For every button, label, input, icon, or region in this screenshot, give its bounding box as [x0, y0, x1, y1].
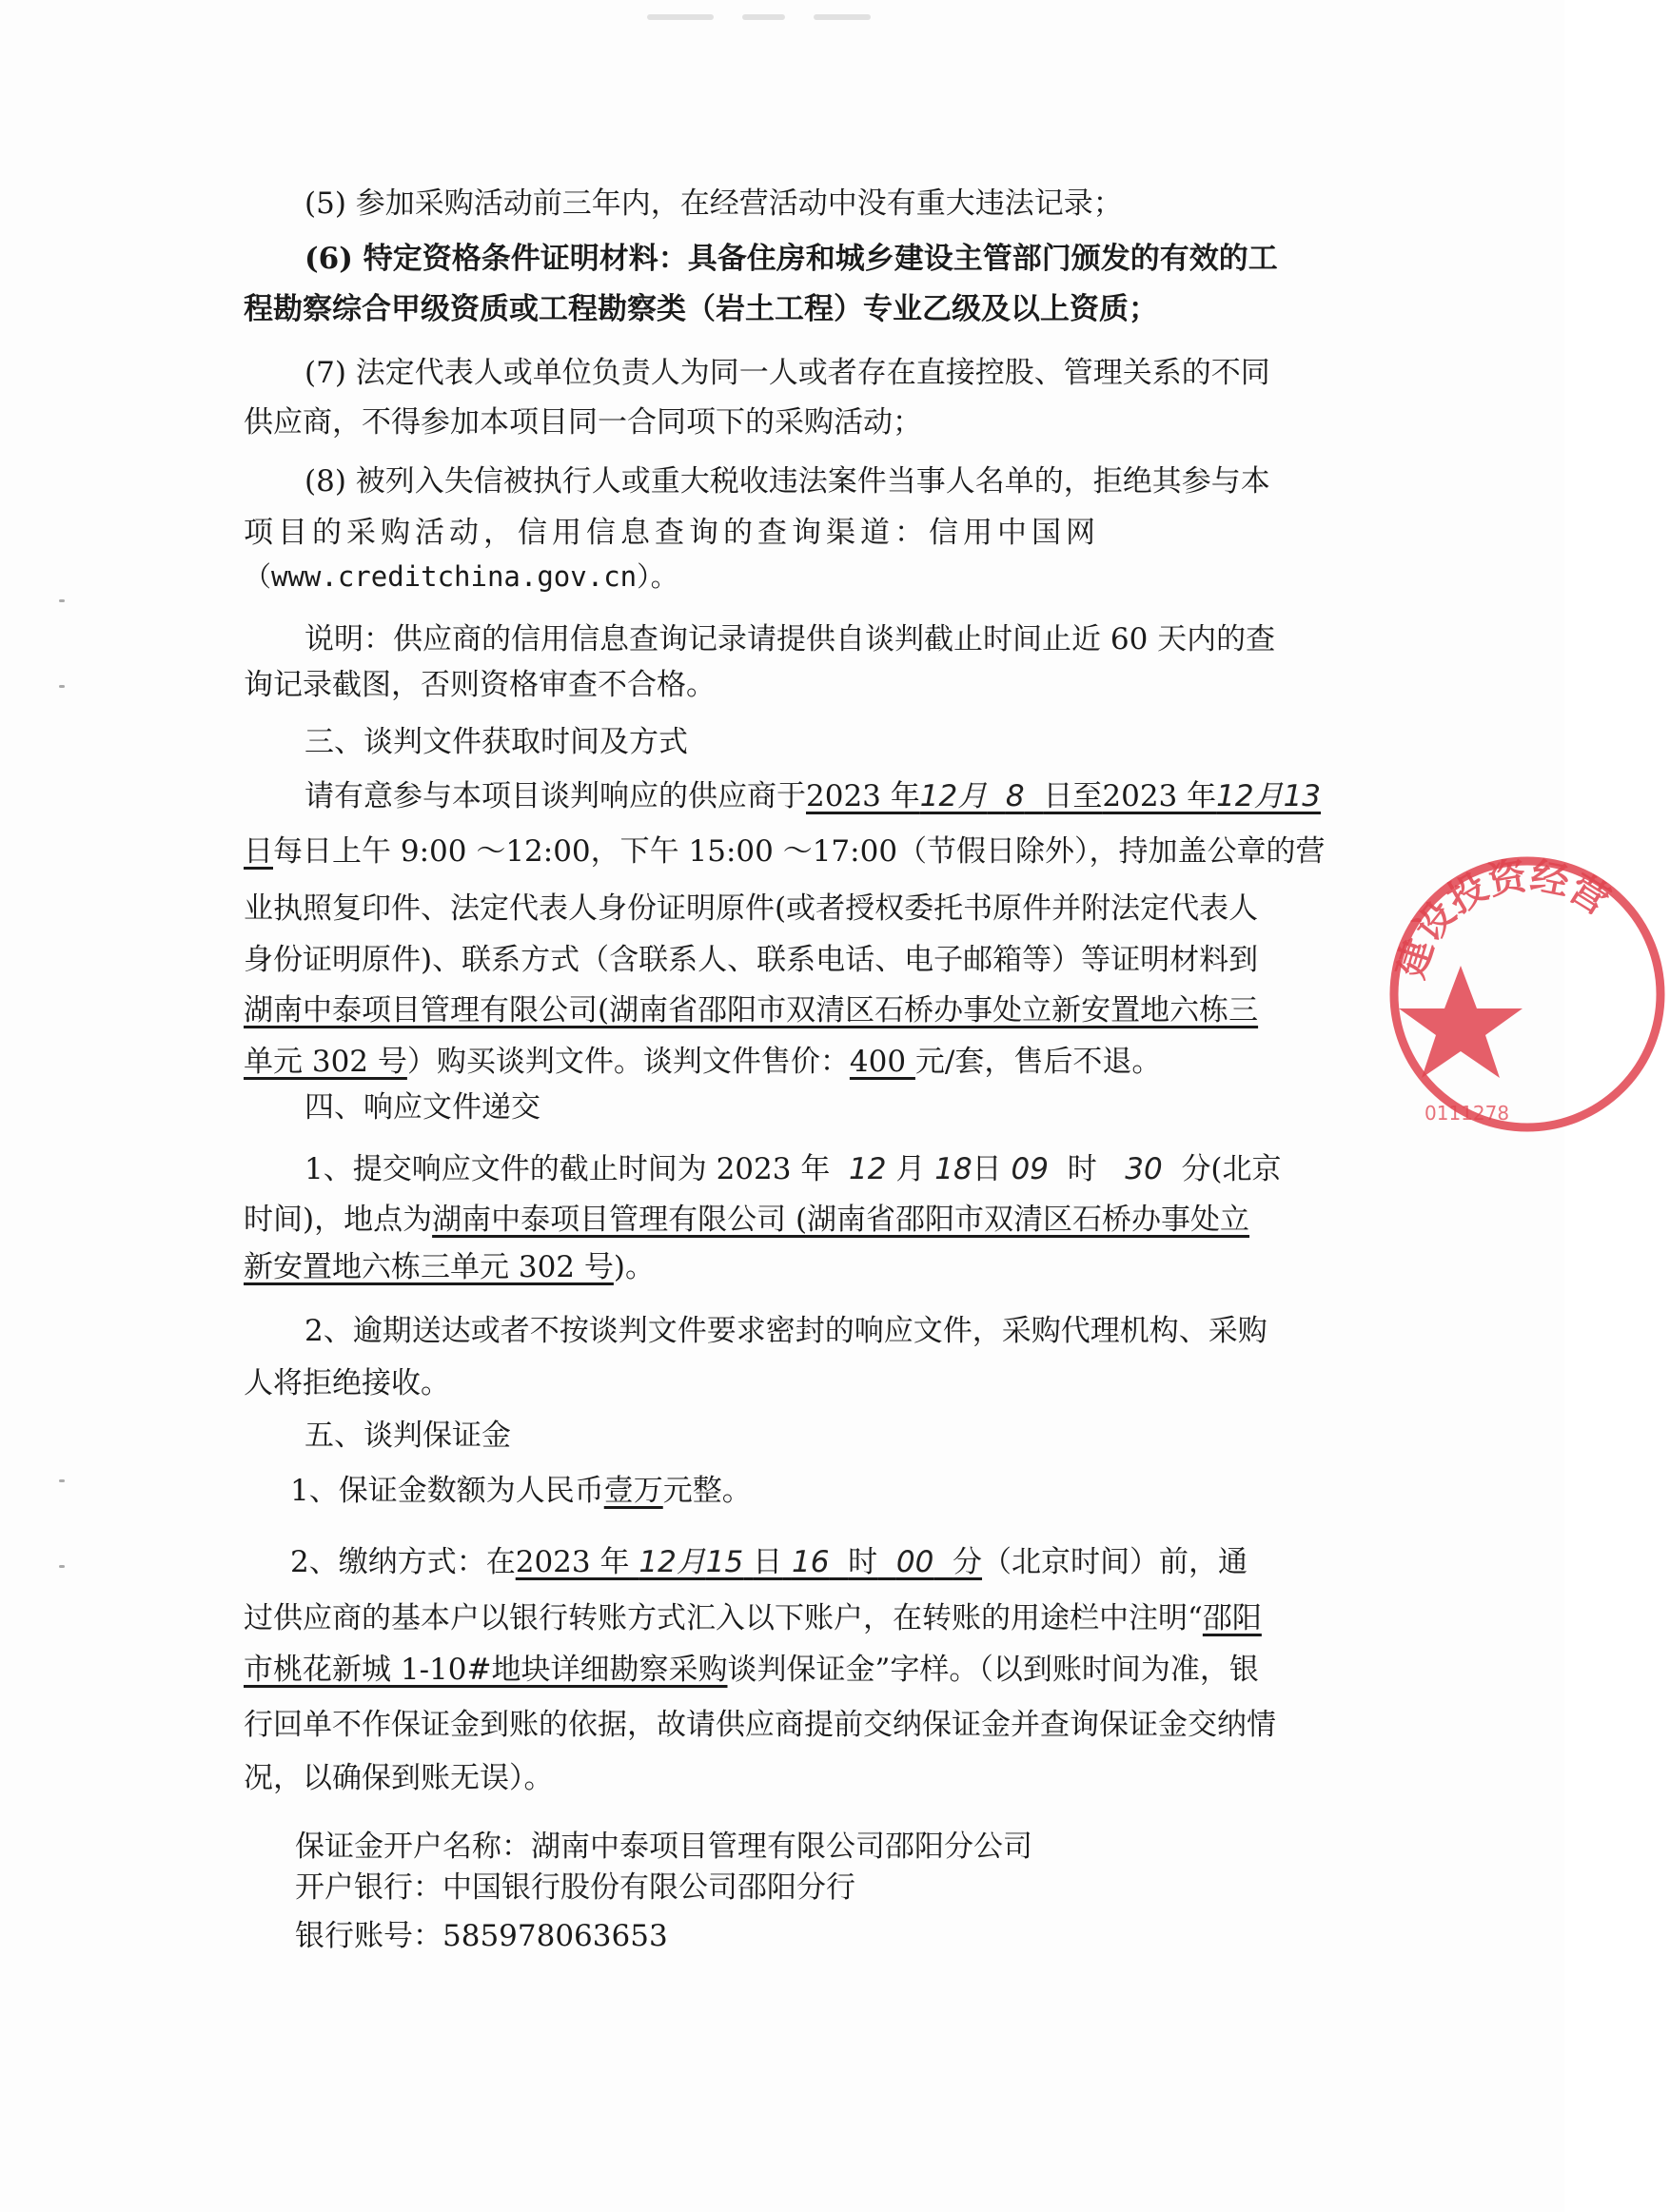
account-number: 银行账号：585978063653 — [295, 1919, 668, 1953]
scan-specks — [59, 0, 78, 2212]
section-4-line-1: 1、提交响应文件的截止时间为 2023 年 12 月 18日 09 时 30 分(北京 — [305, 1152, 1282, 1186]
item-6-line-2: 程勘察综合甲级资质或工程勘察类（岩土工程）专业乙级及以上资质； — [244, 292, 1158, 326]
item-6-line-1: (6) 特定资格条件证明材料：具备住房和城乡建设主管部门颁发的有效的工 — [305, 242, 1278, 276]
section-5-line-5: 行回单不作保证金到账的依据，故请供应商提前交纳保证金并查询保证金交纳情 — [244, 1708, 1276, 1742]
section-3-line-1: 请有意参与本项目谈判响应的供应商于2023 年12月 8 日至2023 年12月13 — [305, 779, 1322, 813]
section-5-line-6: 况，以确保到账无误）。 — [244, 1761, 554, 1795]
section-3-line-6: 单元 302 号）购买谈判文件。谈判文件售价：400 元/套，售后不退。 — [244, 1045, 1162, 1079]
item-8-line-3: （www.creditchina.gov.cn）。 — [244, 560, 678, 593]
item-8-line-1: (8) 被列入失信被执行人或重大税收违法案件当事人名单的，拒绝其参与本 — [305, 464, 1270, 499]
account-name: 保证金开户名称：湖南中泰项目管理有限公司邵阳分公司 — [295, 1830, 1032, 1864]
seal-number: 0111278 — [1424, 1102, 1510, 1125]
section-4-heading: 四、响应文件递交 — [305, 1090, 540, 1125]
section-3-line-4: 身份证明原件)、联系方式（含联系人、联系电话、电子邮箱等）等证明材料到 — [244, 943, 1259, 977]
note-line-1: 说明：供应商的信用信息查询记录请提供自谈判截止时间止近 60 天内的查 — [305, 622, 1276, 656]
item-8-line-2: 项目的采购活动，信用信息查询的查询渠道：信用中国网 — [244, 516, 1100, 550]
item-5: (5) 参加采购活动前三年内，在经营活动中没有重大违法记录； — [305, 186, 1123, 221]
price: 400 — [849, 1045, 915, 1079]
item-7-line-2: 供应商，不得参加本项目同一合同项下的采购活动； — [244, 405, 922, 440]
official-seal — [1385, 852, 1670, 1137]
note-line-2: 询记录截图，否则资格审查不合格。 — [244, 668, 716, 702]
section-4-line-5: 人将拒绝接收。 — [244, 1366, 450, 1400]
section-5-line-3: 过供应商的基本户以银行转账方式汇入以下账户，在转账的用途栏中注明“邵阳 — [244, 1601, 1262, 1635]
section-5-line-1: 1、保证金数额为人民币壹万元整。 — [290, 1474, 752, 1508]
section-4-line-2: 时间)，地点为湖南中泰项目管理有限公司 (湖南省邵阳市双清区石桥办事处立 — [244, 1203, 1250, 1237]
section-3-line-5: 湖南中泰项目管理有限公司(湖南省邵阳市双清区石桥办事处立新安置地六栋三 — [244, 993, 1259, 1028]
section-3-line-2: 日每日上午 9:00 ～12:00，下午 15:00 ～17:00（节假日除外），持加盖公章的营 — [244, 834, 1326, 869]
seal-text: 建设投资经营 — [1387, 852, 1618, 984]
item-7-line-1: (7) 法定代表人或单位负责人为同一人或者存在直接控股、管理关系的不同 — [305, 356, 1270, 390]
section-3-heading: 三、谈判文件获取时间及方式 — [305, 725, 688, 759]
handwritten-month: 12月 — [919, 779, 988, 813]
section-5-line-2: 2、缴纳方式：在2023 年 12月15 日 16 时 00 分（北京时间）前，通 — [290, 1545, 1248, 1579]
handwritten-date: 12月13 — [1216, 779, 1322, 813]
section-5-heading: 五、谈判保证金 — [305, 1419, 511, 1453]
section-4-line-3: 新安置地六栋三单元 302 号)。 — [244, 1250, 655, 1284]
account-bank: 开户银行：中国银行股份有限公司邵阳分行 — [295, 1870, 855, 1905]
faded-header-marks — [647, 6, 990, 29]
section-4-line-4: 2、逾期送达或者不按谈判文件要求密封的响应文件，采购代理机构、采购 — [305, 1314, 1267, 1348]
seal-star-icon — [1399, 966, 1523, 1078]
handwritten-day: 8 — [1005, 779, 1025, 813]
section-5-line-4: 市桃花新城 1-10#地块详细勘察采购谈判保证金”字样。（以到账时间为准，银 — [244, 1653, 1259, 1687]
section-3-line-3: 业执照复印件、法定代表人身份证明原件(或者授权委托书原件并附法定代表人 — [244, 891, 1259, 926]
